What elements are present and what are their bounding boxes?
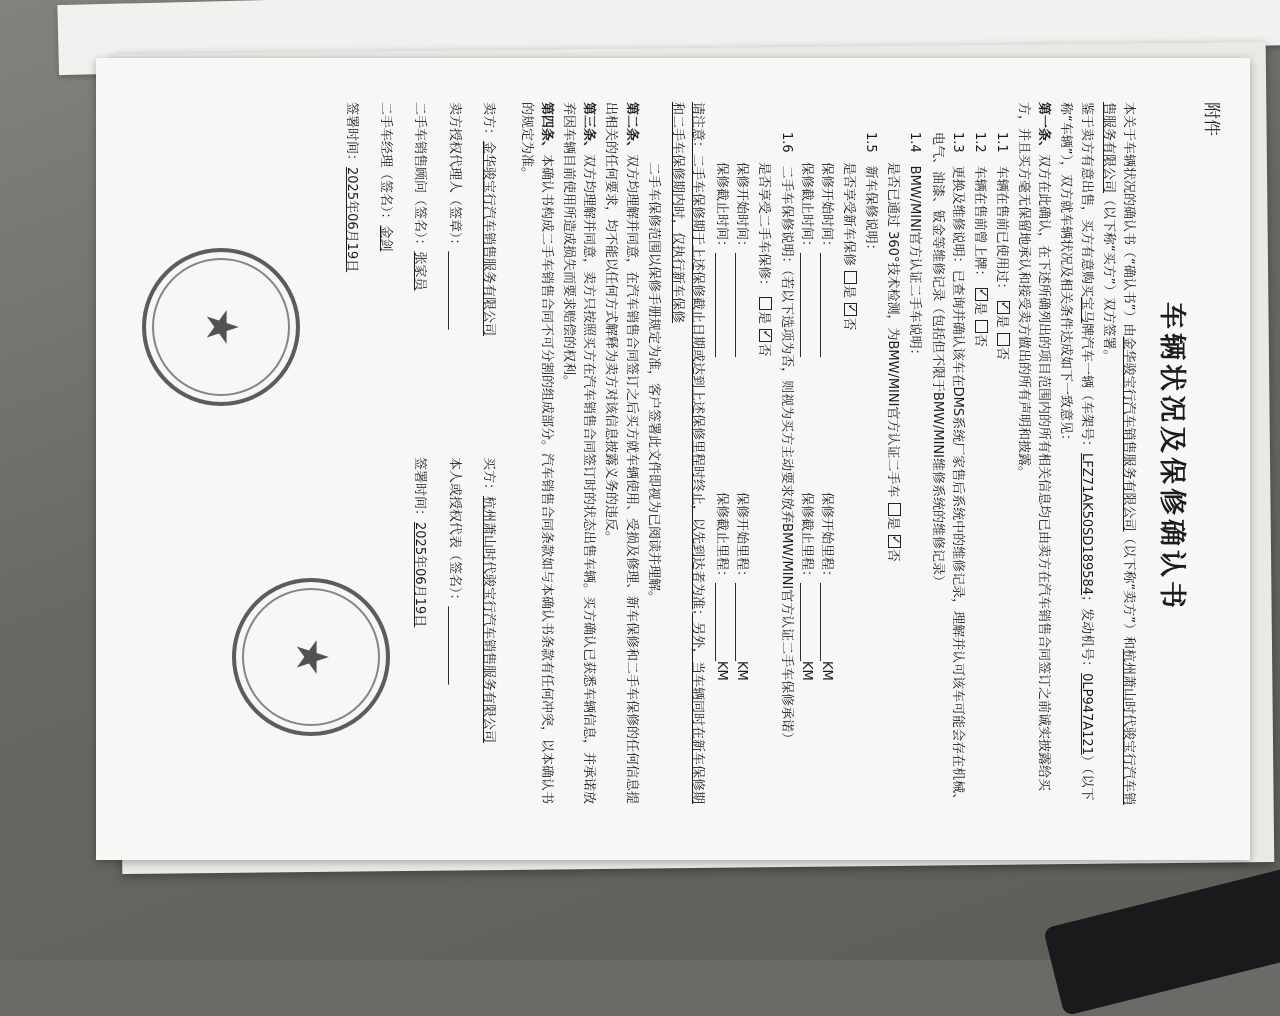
item-1-4-detail: 是否已通过 360°技术检测，为BMW/MINI官方认证二手车 是 ✓否 xyxy=(882,102,902,812)
checkbox-no-checked xyxy=(759,329,772,342)
new-warranty-start-row: 保修开始时间：________________ 保修开始里程：____________KM xyxy=(818,162,834,681)
article-2: 第二条、双方均理解并同意，在汽车销售合同签订之后买方就车辆使用、受损及修理、新车保修和二手车保修的任何信息提出相关的任何要求，均不能以任何方式解释为卖方对该信息披露义务的违反。 xyxy=(603,102,639,805)
annex-label: 附件 xyxy=(1201,102,1221,136)
used-warranty-start-row: 保修开始时间：________________ 保修开始里程：____________KM xyxy=(734,162,750,681)
star-icon: ★ xyxy=(196,307,248,347)
buyer-agent-line: 本人或授权代表（签名）：____________ xyxy=(446,457,462,685)
document-title: 车辆状况及保修确认书 xyxy=(1155,302,1187,612)
seller-name: 金华骏宝行汽车销售服务有限公司 xyxy=(1120,336,1136,532)
used-manager-line: 二手车经理（签名）：金剑 xyxy=(378,102,394,252)
seller-date-line: 签署时间：2025年06月19日 xyxy=(344,102,360,273)
star-icon: ★ xyxy=(286,637,338,677)
vehicle-paragraph: 鉴于卖方有意出售，买方有意购买宝马牌汽车一辆（车架号：LFZ71AK50SD189584；发动机号：0LP947A121）（以下称“车辆”），双方就车辆状况及相关条件达成如下一致意见： xyxy=(1058,102,1094,801)
seller-signature-column xyxy=(327,102,498,457)
warranty-note: 请注意：二手车保修期于上述保修截止日期或达到上述保修里程时终止，以先到达者为准；另外，当车辆同时在新车保修期和二手车保修期内时，仅执行新车保修 xyxy=(669,102,705,805)
checkbox-yes xyxy=(759,297,772,310)
engine-number: 0LP947A121 xyxy=(1078,673,1094,755)
manager-signature: 金剑 xyxy=(378,225,394,252)
document-page xyxy=(96,58,1250,860)
seller-line: 卖方：金华骏宝行汽车销售服务有限公司 xyxy=(480,102,496,337)
checkbox-yes xyxy=(844,271,857,284)
used-warranty-scope: 二手车保修范围以保修手册规定为准，客户签署此文件即视为已阅读并理解。 xyxy=(645,162,661,605)
item-1-4: 1.4 BMW/MINI官方认证二手车说明： xyxy=(907,132,923,362)
checkbox-no xyxy=(997,333,1010,346)
item-1-5: 1.5 新车保修说明： xyxy=(863,132,879,257)
intro-paragraph: 本关于车辆状况的确认书（“确认书”）由金华骏宝行汽车销售服务有限公司（以下称“卖方”）和杭州萧山时代骏宝行汽车销售服务有限公司（以下称“买方”）双方签署。 xyxy=(1100,102,1136,805)
buyer-name: 杭州萧山时代骏宝行汽车销售服务有限公司 xyxy=(1100,102,1136,805)
new-warranty-end-row: 保修截止时间：________________ 保修截止里程：____________KM xyxy=(798,162,814,681)
buyer-date-line: 签署时间：2025年06月19日 xyxy=(412,457,428,628)
used-consultant-line: 二手车销售顾问（签名）：张家员 xyxy=(412,102,428,291)
item-1-2: 1.2 车辆在售前曾上牌： ✓是 否 xyxy=(969,102,989,812)
checkbox-no-checked xyxy=(844,303,857,316)
article-3: 第三条、双方均理解并同意，卖方只按照买方在汽车销售合同签订时的状态出售车辆。买方确认已获悉车辆信息，并承诺放弃因车辆目前使用所造成损失而要求赔偿的权利。 xyxy=(561,102,597,805)
checkbox-no xyxy=(975,320,988,333)
checkbox-yes-checked xyxy=(997,301,1010,314)
checkbox-yes-checked xyxy=(975,288,988,301)
item-1-6: 1.6 二手车保修说明：（若以下选项为否，则视为买方主动要求放弃BMW/MINI官方认证二手车保修承诺） xyxy=(778,132,794,746)
item-1-3: 1.3 更换及维修说明：已查询并确认该车在DMS系统厂家售后系统中的维修记录，理解并认可该车可能会存在机械、电气、油漆、钣金等维修记录（包括但不限于BMW/MINI维修系统的维修记录） xyxy=(929,132,965,807)
new-warranty-question: 是否享受新车保修 是 ✓否 xyxy=(838,102,858,812)
buyer-company-seal xyxy=(232,578,390,736)
used-warranty-end-row: 保修截止时间：________________ 保修截止里程：____________KM xyxy=(714,162,730,681)
seller-company-seal xyxy=(142,248,300,406)
used-warranty-question: 是否享受二手车保修： 是 ✓否 xyxy=(753,102,773,812)
consultant-signature: 张家员 xyxy=(412,251,428,291)
brand: 宝马 xyxy=(1078,297,1094,324)
vin: LFZ71AK50SD189584 xyxy=(1078,453,1094,596)
seller-agent-line: 卖方授权代理人（签章）：____________ xyxy=(446,102,462,330)
buyer-line: 买方：杭州萧山时代骏宝行汽车销售服务有限公司 xyxy=(480,457,496,744)
article-1: 第一条、双方在此确认，在下述所确列出的项目范围内的所有相关信息均已由卖方在汽车销售合同签订之前诚实披露给买方，并且买方毫无保留地承认和接受卖方做出的所有声明和披露。 xyxy=(1016,102,1052,792)
article-4: 第四条、本确认书构成二手车销售合同不可分割的组成部分。汽车销售合同条款如与本确认书条款有任何冲突，以本确认书的规定为准。 xyxy=(518,102,555,805)
checkbox-no-checked xyxy=(888,535,901,548)
document-content xyxy=(96,58,1250,860)
checkbox-yes xyxy=(888,503,901,516)
item-1-1: 1.1 车辆在售前已使用过： ✓是 否 xyxy=(991,102,1011,812)
